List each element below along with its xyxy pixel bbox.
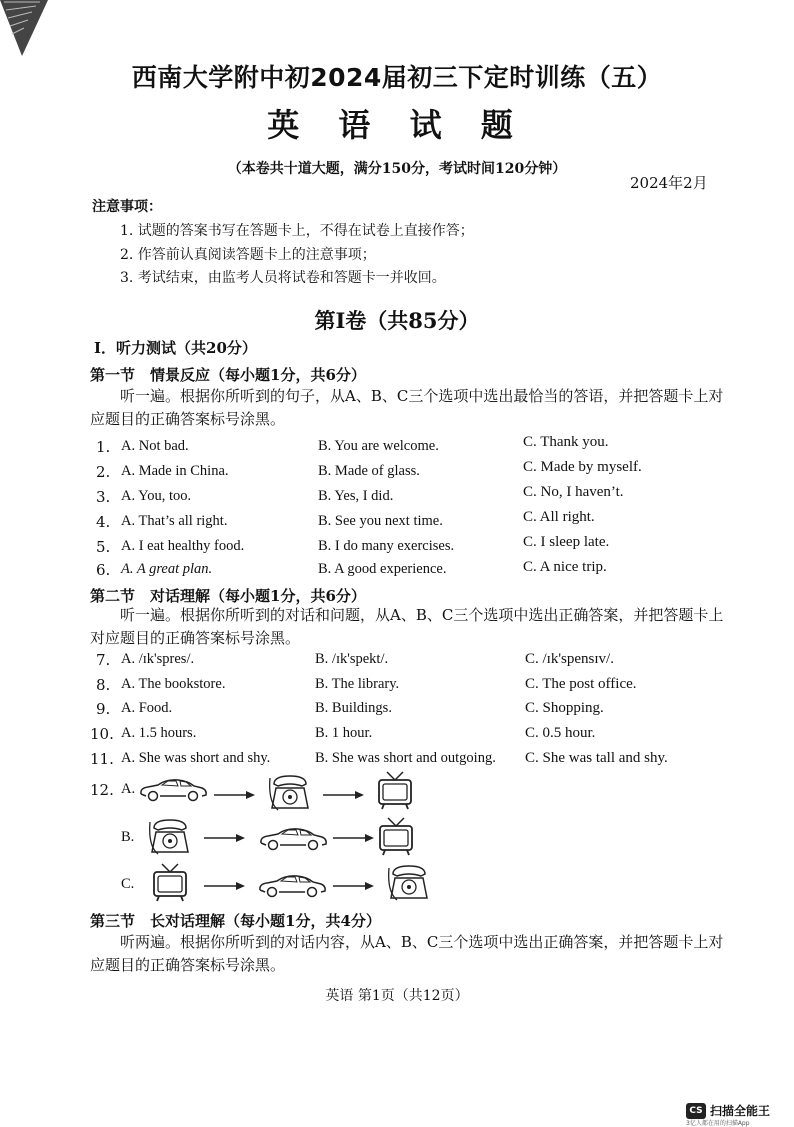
exam-title: 西南大学附中初2024届初三下定时训练（五）	[131, 63, 663, 92]
option-label: A.	[121, 781, 136, 797]
telephone-icon	[148, 816, 192, 856]
question-number: 3.	[96, 488, 111, 506]
question-number: 9.	[96, 700, 111, 718]
option-b: B. Made of glass.	[318, 463, 420, 479]
scanner-watermark	[686, 1100, 770, 1119]
option-a: A. 1.5 hours.	[121, 725, 197, 741]
option-c: C. She was tall and shy.	[525, 750, 668, 766]
arrow-icon	[204, 833, 246, 843]
note-item: 1. 试题的答案书写在答题卡上，不得在试卷上直接作答；	[120, 223, 474, 239]
exam-subtitle: （本卷共十道大题，满分150分，考试时间120分钟）	[227, 161, 567, 177]
question-number: 4.	[96, 513, 111, 531]
scanner-name: 扫描全能王	[710, 1104, 771, 1118]
section-main-heading: Ⅰ．听力测试（共20分）	[94, 339, 257, 357]
question-number: 8.	[96, 676, 111, 694]
question-number: 1.	[96, 438, 111, 456]
option-label: C.	[121, 876, 135, 892]
section-instruction: 听两遍。根据你所听到的对话内容，从A、B、C三个选项中选出正确答案，并把答题卡上对应题目的正确答案标号涂黑。	[90, 933, 724, 974]
option-c: C. No, I haven’t.	[523, 484, 624, 500]
arrow-icon	[333, 881, 375, 891]
option-b: B. A good experience.	[318, 561, 447, 577]
option-a: A. A great plan.	[121, 561, 213, 577]
television-icon	[378, 816, 414, 856]
scanner-logo: CS	[686, 1103, 706, 1119]
section-heading: 第二节 对话理解（每小题1分，共6分）	[90, 587, 366, 605]
part-title: 第Ⅰ卷（共85分）	[314, 308, 480, 333]
option-b: B. Buildings.	[315, 700, 392, 716]
question-number: 7.	[96, 651, 111, 669]
option-c: C. The post office.	[525, 676, 637, 692]
television-icon	[377, 770, 413, 810]
television-icon	[152, 862, 188, 902]
telephone-icon	[268, 772, 312, 812]
option-a: A. I eat healthy food.	[121, 538, 245, 554]
question-number: 11.	[90, 750, 114, 768]
question-number: 10.	[90, 725, 114, 743]
option-c: C. A nice trip.	[523, 559, 607, 575]
option-a: A. /ɪk'spres/.	[121, 651, 195, 667]
question-number: 2.	[96, 463, 111, 481]
option-c: C. I sleep late.	[523, 534, 610, 550]
option-b: B. The library.	[315, 676, 400, 692]
note-item: 3. 考试结束，由监考人员将试卷和答题卡一并收回。	[120, 270, 446, 286]
note-item: 2. 作答前认真阅读答题卡上的注意事项；	[120, 247, 376, 263]
option-b: B. Yes, I did.	[318, 488, 394, 504]
arrow-icon	[333, 833, 375, 843]
scanner-tagline: 3亿人都在用的扫描App	[686, 1120, 750, 1127]
option-c: C. 0.5 hour.	[525, 725, 596, 741]
car-icon	[138, 776, 208, 802]
option-a: A. You, too.	[121, 488, 192, 504]
subject-title: 英 语 试 题	[267, 106, 527, 144]
option-b: B. See you next time.	[318, 513, 443, 529]
section-heading: 第一节 情景反应（每小题1分，共6分）	[90, 366, 366, 384]
question-number: 12.	[90, 781, 114, 799]
section-heading: 第三节 长对话理解（每小题1分，共4分）	[90, 912, 381, 930]
arrow-icon	[204, 881, 246, 891]
question-number: 5.	[96, 538, 111, 556]
notes-heading: 注意事项：	[92, 199, 162, 215]
option-b: B. She was short and outgoing.	[315, 750, 496, 766]
option-a: A. Made in China.	[121, 463, 229, 479]
option-b: B. You are welcome.	[318, 438, 439, 454]
option-a: A. Food.	[121, 700, 173, 716]
page-footer: 英语 第1页（共12页）	[325, 988, 469, 1004]
option-b: B. 1 hour.	[315, 725, 373, 741]
exam-date: 2024年2月	[630, 174, 708, 192]
option-label: B.	[121, 829, 135, 845]
corner-decoration	[0, 0, 60, 60]
arrow-icon	[323, 790, 365, 800]
option-b: B. /ɪk'spekt/.	[315, 651, 389, 667]
option-a: A. That’s all right.	[121, 513, 228, 529]
option-a: A. The bookstore.	[121, 676, 226, 692]
option-c: C. Shopping.	[525, 700, 604, 716]
option-b: B. I do many exercises.	[318, 538, 455, 554]
option-a: A. She was short and shy.	[121, 750, 271, 766]
question-number: 6.	[96, 561, 111, 579]
option-c: C. Made by myself.	[523, 459, 642, 475]
car-icon	[257, 872, 327, 898]
option-c: C. /ɪk'spensɪv/.	[525, 651, 614, 667]
telephone-icon	[387, 862, 431, 902]
option-c: C. Thank you.	[523, 434, 609, 450]
section-instruction: 听一遍。根据你所听到的句子，从A、B、C三个选项中选出最恰当的答语，并把答题卡上对应题目的正确答案标号涂黑。	[90, 387, 724, 428]
option-c: C. All right.	[523, 509, 595, 525]
arrow-icon	[214, 790, 256, 800]
section-instruction: 听一遍。根据你所听到的对话和问题，从A、B、C三个选项中选出正确答案，并把答题卡上对应题目的正确答案标号涂黑。	[90, 606, 724, 647]
car-icon	[258, 825, 328, 851]
option-a: A. Not bad.	[121, 438, 189, 454]
